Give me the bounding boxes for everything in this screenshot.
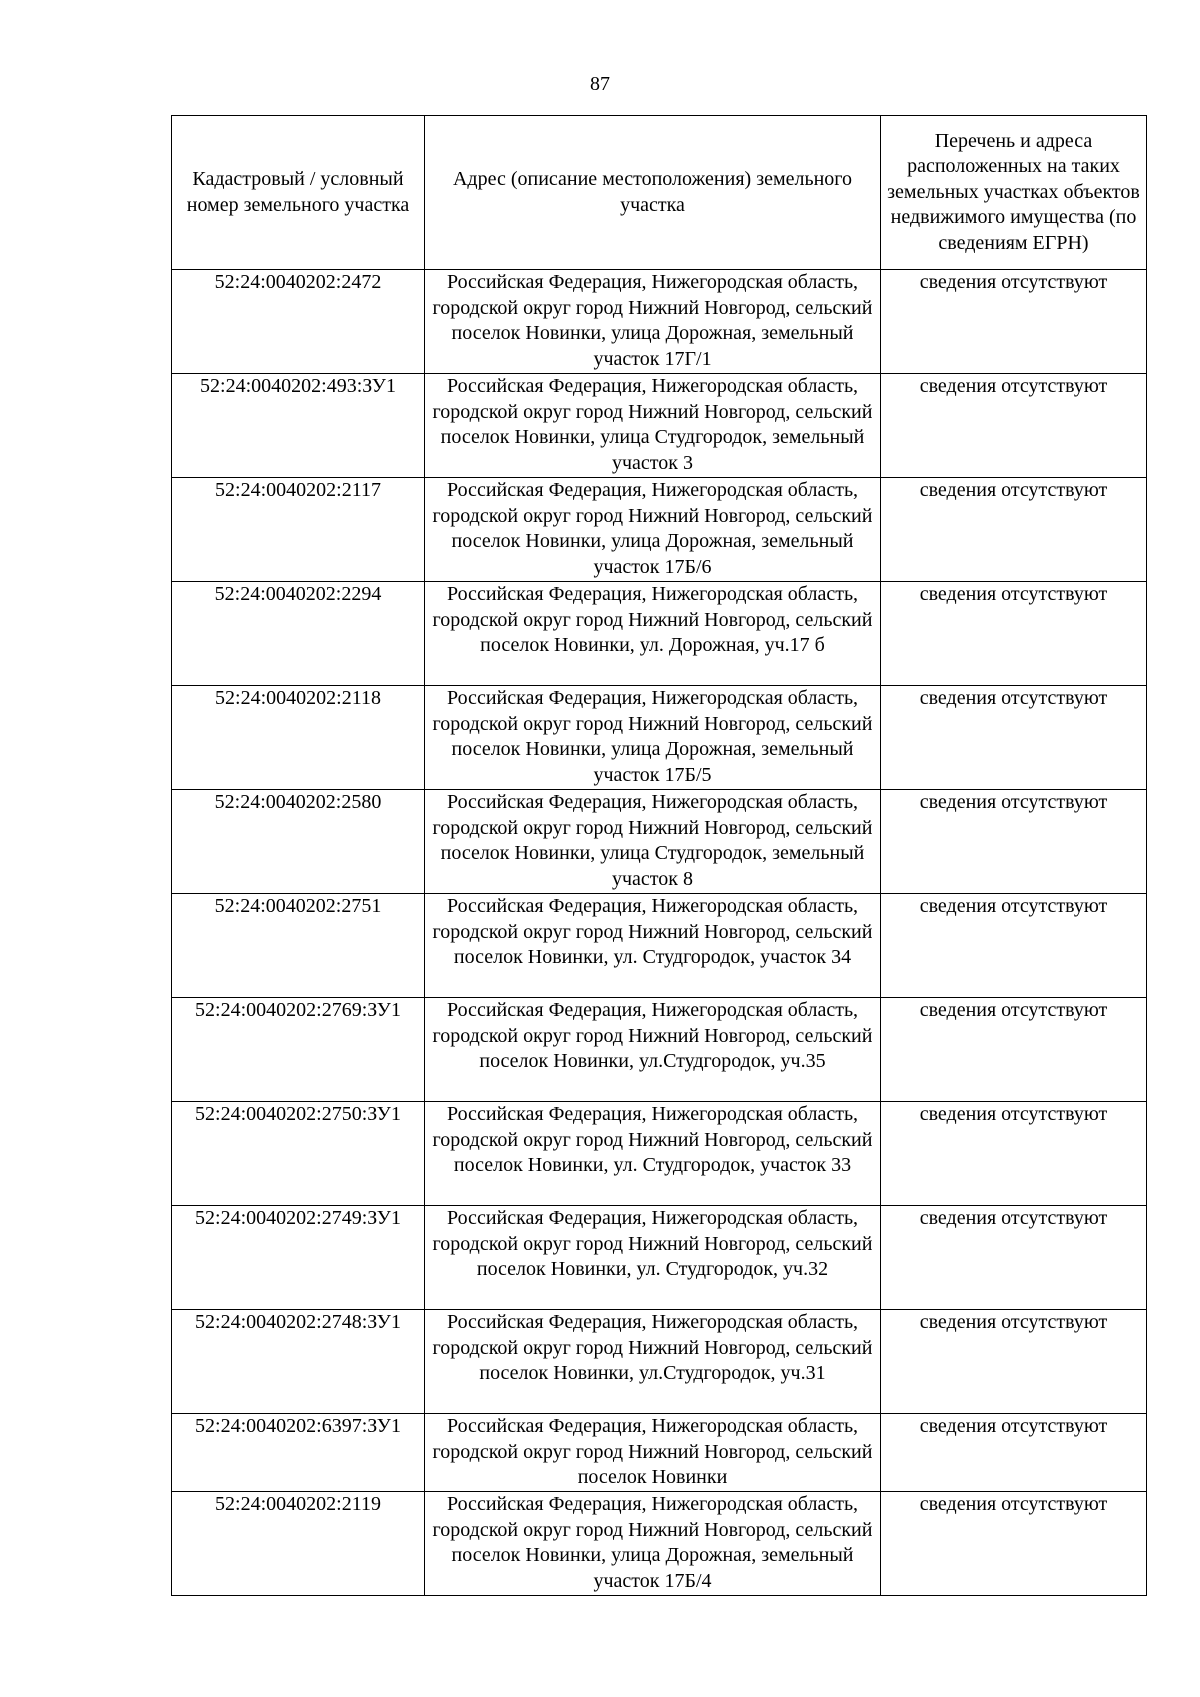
land-plots-table <box>171 115 1147 1596</box>
table-row <box>172 1414 1147 1492</box>
cell-cadastral-number: 52:24:0040202:2748:ЗУ1 <box>172 1310 425 1414</box>
cell-cadastral-number: 52:24:0040202:2750:ЗУ1 <box>172 1102 425 1206</box>
cell-cadastral-number: 52:24:0040202:493:ЗУ1 <box>172 374 425 478</box>
cell-objects: сведения отсутствуют <box>881 1310 1147 1414</box>
cell-address: Российская Федерация, Нижегородская область, городской округ город Нижний Новгород, сельский поселок Новинки, ул. Дорожная, уч.17 б <box>425 582 881 686</box>
cell-address: Российская Федерация, Нижегородская область, городской округ город Нижний Новгород, сельский поселок Новинки, улица Студгородок, земельный участок 8 <box>425 790 881 894</box>
cell-address: Российская Федерация, Нижегородская область, городской округ город Нижний Новгород, сельский поселок Новинки, ул.Студгородок, уч.31 <box>425 1310 881 1414</box>
cell-cadastral-number: 52:24:0040202:2117 <box>172 478 425 582</box>
cell-address: Российская Федерация, Нижегородская область, городской округ город Нижний Новгород, сельский поселок Новинки, улица Студгородок, земельный участок 3 <box>425 374 881 478</box>
cell-objects: сведения отсутствуют <box>881 686 1147 790</box>
table-row <box>172 998 1147 1102</box>
cell-objects: сведения отсутствуют <box>881 374 1147 478</box>
cell-cadastral-number: 52:24:0040202:2751 <box>172 894 425 998</box>
cell-objects: сведения отсутствуют <box>881 1206 1147 1310</box>
cell-cadastral-number: 52:24:0040202:2580 <box>172 790 425 894</box>
cell-address: Российская Федерация, Нижегородская область, городской округ город Нижний Новгород, сельский поселок Новинки, ул. Студгородок, участок 33 <box>425 1102 881 1206</box>
page-number: 87 <box>590 73 610 95</box>
table-row <box>172 894 1147 998</box>
cell-address: Российская Федерация, Нижегородская область, городской округ город Нижний Новгород, сельский поселок Новинки, улица Дорожная, земельный участок 17Б/6 <box>425 478 881 582</box>
table-row <box>172 478 1147 582</box>
cell-objects: сведения отсутствуют <box>881 1102 1147 1206</box>
cell-objects: сведения отсутствуют <box>881 270 1147 374</box>
table-row <box>172 1492 1147 1596</box>
cell-objects: сведения отсутствуют <box>881 894 1147 998</box>
table-row <box>172 1102 1147 1206</box>
table-row <box>172 374 1147 478</box>
cell-cadastral-number: 52:24:0040202:2294 <box>172 582 425 686</box>
cell-objects: сведения отсутствуют <box>881 478 1147 582</box>
cell-objects: сведения отсутствуют <box>881 1492 1147 1596</box>
cell-address: Российская Федерация, Нижегородская область, городской округ город Нижний Новгород, сельский поселок Новинки, улица Дорожная, земельный участок 17Г/1 <box>425 270 881 374</box>
table-header-row <box>172 116 1147 270</box>
header-address: Адрес (описание местоположения) земельного участка <box>425 116 881 270</box>
cell-address: Российская Федерация, Нижегородская область, городской округ город Нижний Новгород, сельский поселок Новинки, улица Дорожная, земельный участок 17Б/4 <box>425 1492 881 1596</box>
cell-cadastral-number: 52:24:0040202:2769:ЗУ1 <box>172 998 425 1102</box>
header-cadastral-number: Кадастровый / условный номер земельного участка <box>172 116 425 270</box>
table-row <box>172 582 1147 686</box>
cell-address: Российская Федерация, Нижегородская область, городской округ город Нижний Новгород, сельский поселок Новинки, ул.Студгородок, уч.35 <box>425 998 881 1102</box>
cell-address: Российская Федерация, Нижегородская область, городской округ город Нижний Новгород, сельский поселок Новинки, ул. Студгородок, участок 34 <box>425 894 881 998</box>
cell-cadastral-number: 52:24:0040202:6397:ЗУ1 <box>172 1414 425 1492</box>
cell-address: Российская Федерация, Нижегородская область, городской округ город Нижний Новгород, сельский поселок Новинки, улица Дорожная, земельный участок 17Б/5 <box>425 686 881 790</box>
table-row <box>172 1310 1147 1414</box>
table-row <box>172 270 1147 374</box>
table-row <box>172 1206 1147 1310</box>
cell-cadastral-number: 52:24:0040202:2118 <box>172 686 425 790</box>
cell-cadastral-number: 52:24:0040202:2119 <box>172 1492 425 1596</box>
cell-objects: сведения отсутствуют <box>881 790 1147 894</box>
cell-address: Российская Федерация, Нижегородская область, городской округ город Нижний Новгород, сельский поселок Новинки, ул. Студгородок, уч.32 <box>425 1206 881 1310</box>
cell-address: Российская Федерация, Нижегородская область, городской округ город Нижний Новгород, сельский поселок Новинки <box>425 1414 881 1492</box>
cell-objects: сведения отсутствуют <box>881 582 1147 686</box>
table-row <box>172 790 1147 894</box>
cell-cadastral-number: 52:24:0040202:2749:ЗУ1 <box>172 1206 425 1310</box>
cell-cadastral-number: 52:24:0040202:2472 <box>172 270 425 374</box>
header-real-estate-objects: Перечень и адреса расположенных на таких земельных участках объектов недвижимого имущества (по сведениям ЕГРН) <box>881 116 1147 270</box>
cell-objects: сведения отсутствуют <box>881 998 1147 1102</box>
table-row <box>172 686 1147 790</box>
cell-objects: сведения отсутствуют <box>881 1414 1147 1492</box>
